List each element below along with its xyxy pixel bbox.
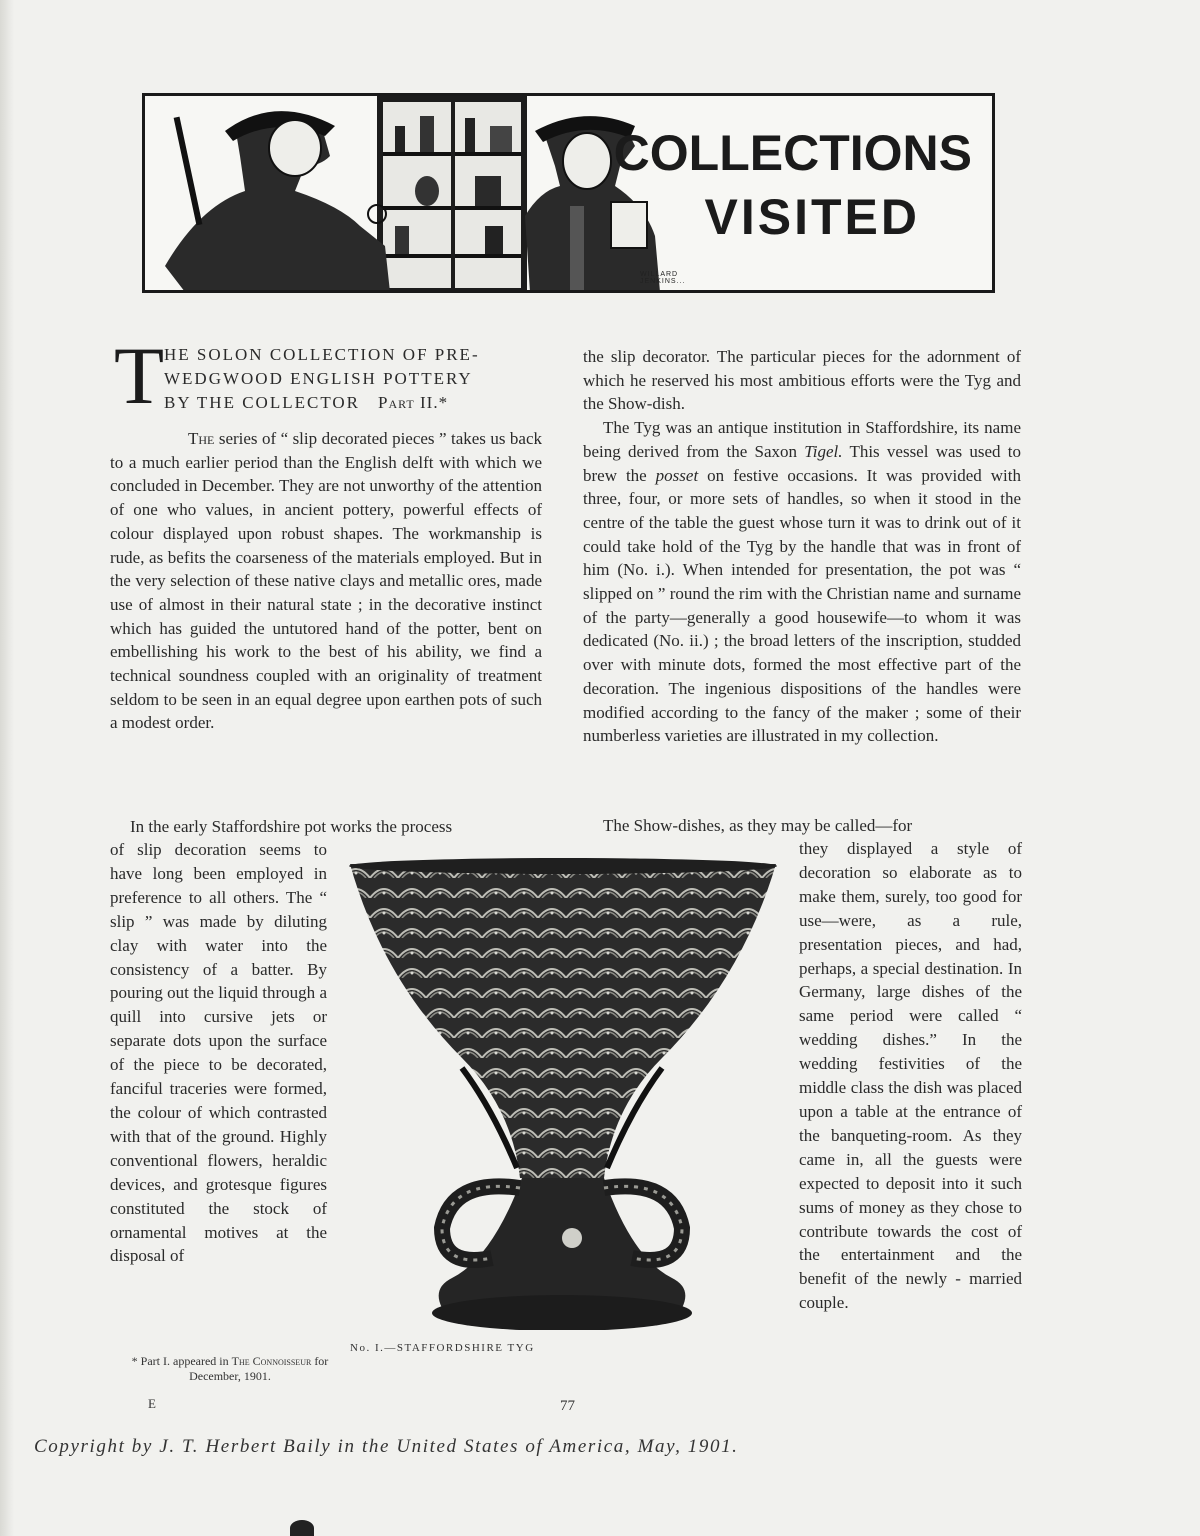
drop-cap: T xyxy=(114,330,165,421)
part-label: Part II.* xyxy=(378,393,449,412)
paragraph-slip-process: of slip decoration seems to have long been employed in preference to all others. The “ slip ” was made by diluting clay with water into the consistency of a batter. By pouring out the liquid through a quill into cursive jets or separate dots upon the surface of the piece to be decorated, fanciful traceries were formed, the colour of which contrasted with that of the ground. Highly conventional flowers, heraldic devices, and grotesque figures constituted the stock of ornamental motives at the disposal of xyxy=(110,840,327,1266)
footnote xyxy=(110,1354,350,1384)
ink-mark xyxy=(290,1520,314,1536)
banner-title-line1: COLLECTIONS xyxy=(613,125,972,181)
paragraph-show-dish-lead: The Show-dishes, as they may be called—for xyxy=(603,816,913,835)
paragraph-show-dishes: they displayed a style of decoration so elaborate as to make them, surely, too good for use—were, as a rule, presentation pieces, and had, perhaps, a special destination. In Germany, large dishes of the same period were called “ wedding dishes.” In the wedding festivities of the middle class the dish was placed upon a table at the entrance of the banqueting-room. As they came in, all the guests were expected to deposit into it such sums of money as they chose to contribute towards the cost of the entertainment and the benefit of the newly - married couple. xyxy=(799,839,1022,1313)
tyg-text-a: The Tyg was an antique institution in Staffordshire, its name being derived from the Saxon xyxy=(583,418,1021,461)
posset-word: posset xyxy=(655,465,699,485)
paragraph-intro xyxy=(110,427,542,735)
footnote-text-b: for December, 1901. xyxy=(189,1354,329,1383)
paragraph-slip-lead: In the early Staffordshire pot works the process xyxy=(130,817,453,836)
signature-line2: JENKINS... xyxy=(640,278,686,285)
paragraph-tyg xyxy=(583,416,1021,748)
heading-line-1: HE SOLON COLLECTION OF PRE- xyxy=(164,345,480,364)
right-column xyxy=(583,345,1021,748)
footnote-magazine: The Connoisseur xyxy=(231,1354,312,1368)
artist-signature xyxy=(640,271,685,285)
staffordshire-tyg-image xyxy=(342,858,782,1330)
tyg-text-b: This vessel was used to brew the xyxy=(583,441,1021,485)
left-column xyxy=(110,330,542,735)
heading-line-2: WEDGWOOD ENGLISH POTTERY xyxy=(164,369,473,388)
heading-line-3 xyxy=(164,391,448,414)
tyg-photograph xyxy=(342,858,782,1330)
copyright-line: Copyright by J. T. Herbert Baily in the United States of America, May, 1901. xyxy=(34,1436,739,1457)
tigel-word: Tigel. xyxy=(804,441,843,461)
signature-line1: WILLARD xyxy=(640,271,679,278)
article-heading xyxy=(110,330,542,421)
figure-caption: No. I.—STAFFORDSHIRE TYG xyxy=(350,1342,535,1354)
paragraph-slip-decorator: the slip decorator. The particular pieces for the adornment of which he reserved his most ambitious efforts were the Tyg and the Show-dish. xyxy=(583,347,1021,414)
heading-line-3-text: BY THE COLLECTOR xyxy=(164,393,361,412)
footnote-text-a: * Part I. appeared in xyxy=(131,1354,232,1368)
page-number: 77 xyxy=(560,1398,575,1414)
page-edge-shadow xyxy=(0,0,14,1536)
tyg-text-c: on festive occasions. It was provided with three, four, or more sets of handles, so when it stood in the centre of the table the guest whose turn it was to drink out of it could take hold of the Tyg by the handle that was in front of him (No. i.). When intended for presentation, the pot was “ slipped on ” round the rim with the Christian name and surname of the party—generally a good housewife—to whom it was dedicated (No. ii.) ; the broad letters of the inscription, studded over with minute dots, formed the most effective part of the decoration. The ingenious dispositions of the handles were modified according to the fancy of the maker ; some of their numberless varieties are illustrated in my collection. xyxy=(583,465,1021,746)
printer-signature-mark: E xyxy=(148,1396,156,1411)
banner-title-line2: VISITED xyxy=(704,189,920,245)
paragraph-lead-word: The xyxy=(188,429,215,448)
header-banner xyxy=(142,93,995,293)
paragraph-intro-text: series of “ slip decorated pieces ” takes us back to a much earlier period than the English delft with which we concluded in December. They are not unworthy of the attention of one who values, in ancient pottery, powerful effects of colour displayed upon robust shapes. The workmanship is rude, as befits the coarseness of the materials employed. But in the very selection of these native clays and metallic ores, made use of almost in their natural state ; in the decorative instinct which has guided the untutored hand of the potter, bent on embellishing his work to the best of his ability, we find a technical soundness coupled with an originality of treatment seldom to be seen in an equal degree upon earthen pots of such a modest order. xyxy=(110,429,542,733)
